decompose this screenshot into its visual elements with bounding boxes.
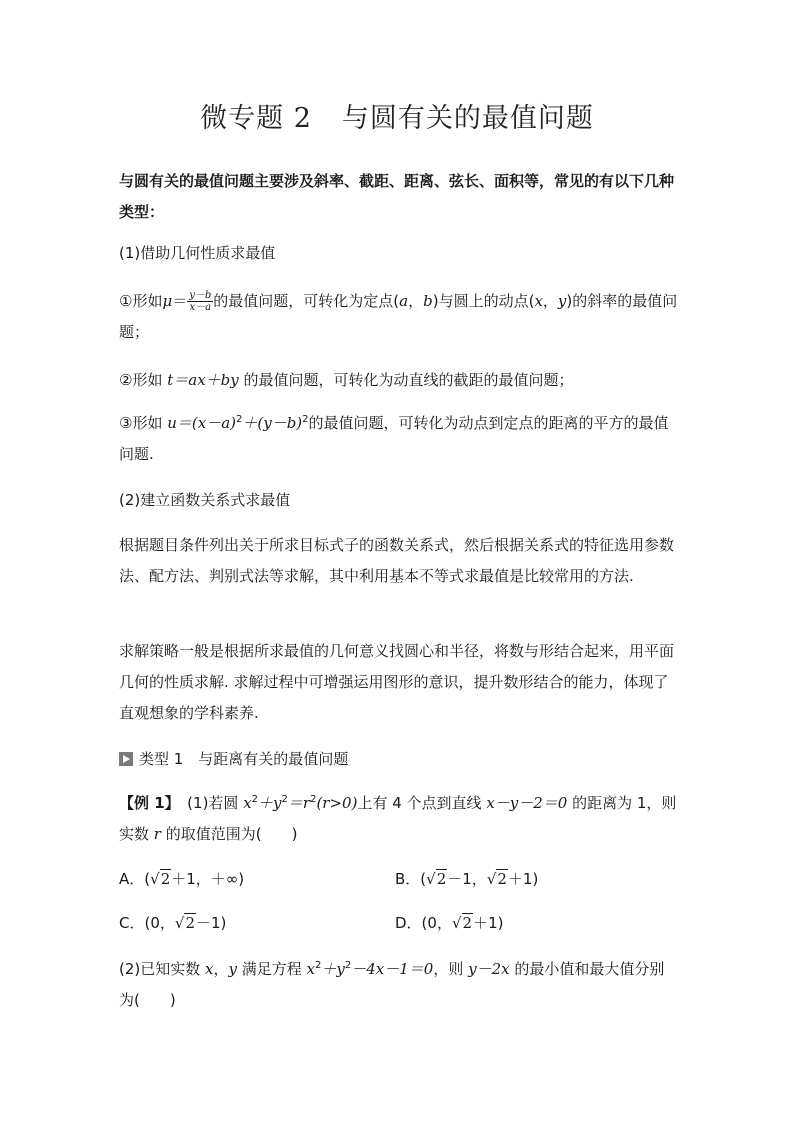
- option-d: D．(0，√2＋1): [395, 914, 504, 932]
- section-1-heading: (1)借助几何性质求最值: [119, 244, 276, 262]
- section-2-heading: (2)建立函数关系式求最值: [119, 491, 291, 509]
- item-3: ③形如 $u=(x-a)^2+(y-b)^2$的最值问题，可转化为动点到定点的距离的平方的最值问题.: [119, 414, 669, 463]
- sqrt: √2: [451, 914, 473, 932]
- example-1: 【例 1】 (1)若圆 $x^2+y^2=r^2(r>0)$上有 4 个点到直线 x－y－2＝0 的距离为 1，则实数 r 的取值范围为( ): [119, 794, 677, 843]
- example-label: 【例 1】: [119, 794, 173, 812]
- play-triangle-icon: [119, 752, 133, 766]
- page-title: [0, 96, 794, 135]
- title-number: 微专题 2: [200, 103, 312, 134]
- sqrt: √2: [486, 870, 507, 888]
- option-c: C．(0，√2－1): [119, 914, 227, 932]
- title-text: 与圆有关的最值问题: [341, 103, 594, 134]
- paragraph-2: 根据题目条件列出关于所求目标式子的函数关系式，然后根据关系式的特征选用参数法、配方法、判别式法等求解，其中利用基本不等式求最值是比较常用的方法.: [119, 536, 675, 585]
- option-b: B．(√2－1，√2＋1): [395, 870, 539, 888]
- fraction: $\frac{y-b}{x-a}$: [189, 290, 212, 313]
- intro-paragraph: 与圆有关的最值问题主要涉及斜率、截距、距离、弦长、面积等，常见的有以下几种类型：: [119, 172, 675, 221]
- question-2: (2)已知实数 x，y 满足方程 $x^2+y^2-4x-1=0$，则 y－2x 的最小值和最大值分别为( ): [119, 960, 665, 1009]
- sqrt: √2: [426, 870, 447, 888]
- type-1-heading: 类型 1 与距离有关的最值问题: [119, 748, 348, 770]
- paragraph-3: 求解策略一般是根据所求最值的几何意义找圆心和半径，将数与形结合起来，用平面几何的性质求解. 求解过程中可增强运用图形的意识，提升数形结合的能力，体现了直观想象的学科素养.: [119, 642, 675, 722]
- item-2: ②形如 t＝ax＋by 的最值问题，可转化为动直线的截距的最值问题；: [119, 371, 574, 389]
- sqrt: √2: [174, 914, 195, 932]
- item-1: ①形如μ＝ $\frac{y-b}{x-a}$ 的最值问题，可转化为定点(a，b)与圆上的动点(x，y)的斜率的最值问题；: [119, 290, 678, 341]
- sqrt: √2: [150, 870, 171, 888]
- option-a: A．(√2＋1，＋∞): [119, 870, 245, 888]
